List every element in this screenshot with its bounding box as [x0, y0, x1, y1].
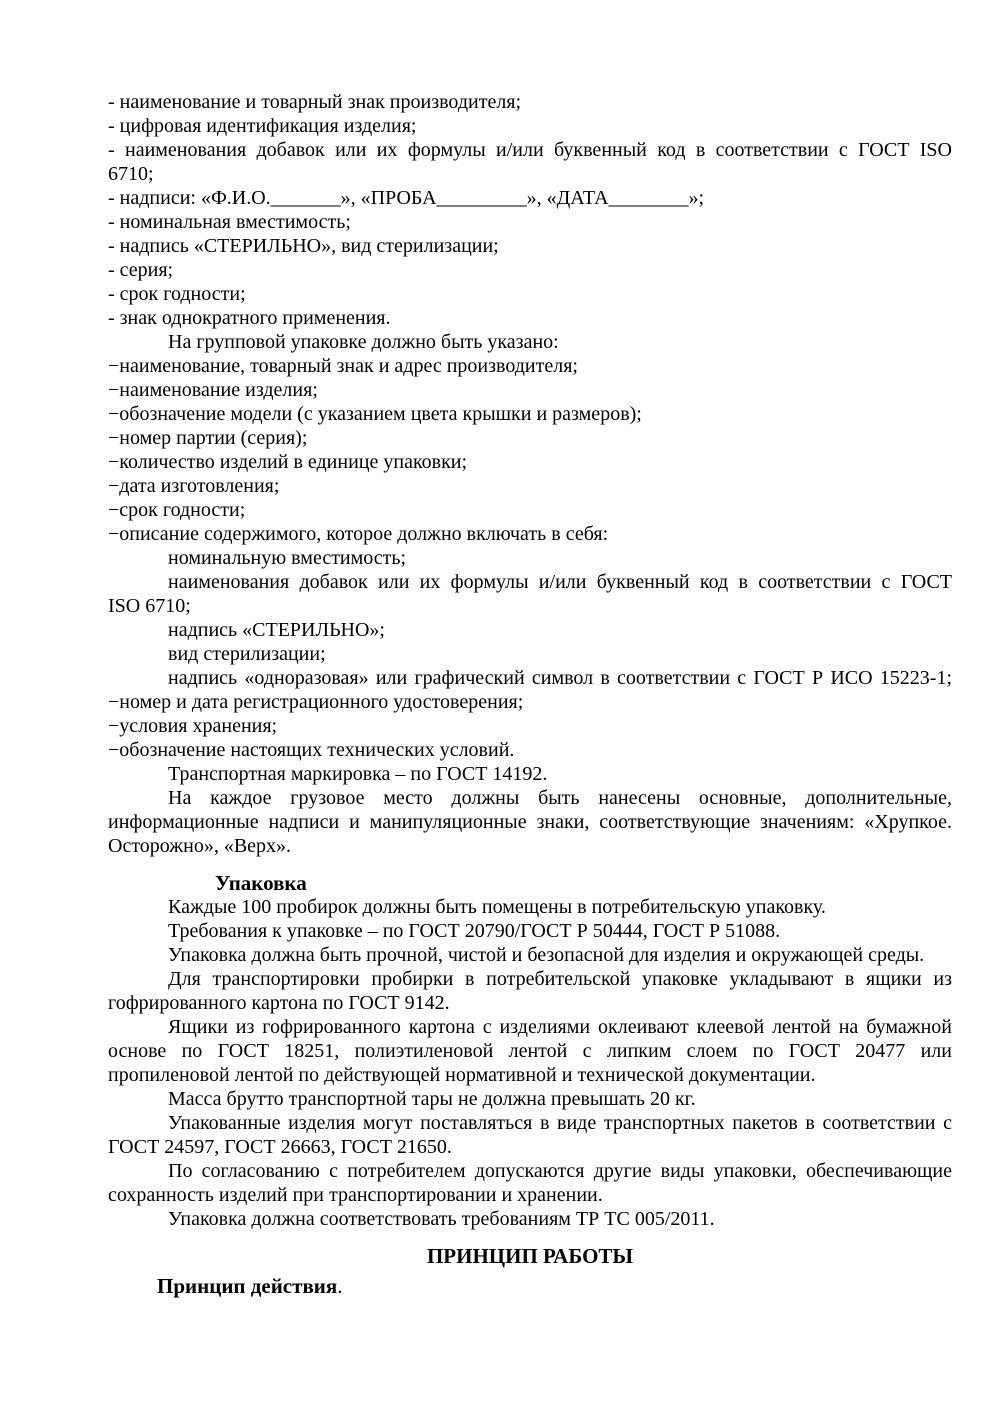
- text-line: - срок годности;: [108, 283, 246, 305]
- text-line: Упаковка должна быть прочной, чистой и безопасной для изделия и окружающей среды.: [168, 944, 925, 966]
- text-line: −срок годности;: [108, 499, 246, 521]
- text-line: Для транспортировки пробирки в потребительской упаковке укладывают в ящики из: [168, 968, 952, 990]
- text-line: надпись «СТЕРИЛЬНО»;: [168, 619, 385, 641]
- packaging-heading: Упаковка: [215, 871, 307, 895]
- text-line: информационные надписи и манипуляционные знаки, соответствующие значениям: «Хрупкое.: [108, 811, 952, 833]
- text-line: - знак однократного применения.: [108, 307, 391, 329]
- text-line: Упакованные изделия могут поставляться в виде транспортных пакетов в соответствии с: [168, 1112, 952, 1134]
- text-line: Транспортная маркировка – по ГОСТ 14192.: [168, 763, 548, 785]
- text-line: −дата изготовления;: [108, 475, 280, 497]
- text-line: На групповой упаковке должно быть указано:: [168, 331, 559, 353]
- text-line: На каждое грузовое место должны быть нанесены основные, дополнительные,: [168, 787, 952, 809]
- principle-lead: [108, 1274, 952, 1298]
- text-line: −наименование, товарный знак и адрес производителя;: [108, 355, 578, 377]
- principle-lead-tail: .: [337, 1274, 343, 1298]
- text-line: ГОСТ 24597, ГОСТ 26663, ГОСТ 21650.: [108, 1136, 452, 1158]
- text-line: По согласованию с потребителем допускаются другие виды упаковки, обеспечивающие: [168, 1160, 952, 1182]
- text-line: основе по ГОСТ 18251, полиэтиленовой лентой с липким слоем по ГОСТ 20477 или: [108, 1040, 952, 1062]
- principle-lead-bold: Принцип действия: [157, 1274, 338, 1298]
- paragraph-gap: [108, 858, 952, 871]
- text-line: −номер партии (серия);: [108, 427, 308, 449]
- text-line: Требования к упаковке – по ГОСТ 20790/ГОСТ Р 50444, ГОСТ Р 51088.: [168, 920, 781, 942]
- text-line: Ящики из гофрированного картона с изделиями оклеивают клеевой лентой на бумажной: [168, 1016, 952, 1038]
- text-line: наименования добавок или их формулы и/или буквенный код в соответствии с ГОСТ: [168, 571, 952, 593]
- text-line: −описание содержимого, которое должно включать в себя:: [108, 523, 609, 545]
- text-line: −номер и дата регистрационного удостоверения;: [108, 691, 524, 713]
- text-line: Каждые 100 пробирок должны быть помещены в потребительскую упаковку.: [168, 896, 826, 918]
- text-line: гофрированного картона по ГОСТ 9142.: [108, 992, 450, 1014]
- text-line: сохранность изделий при транспортировании и хранении.: [108, 1184, 603, 1206]
- text-line: - наименование и товарный знак производителя;: [108, 91, 522, 113]
- text-line: номинальную вместимость;: [168, 547, 407, 569]
- text-line: ISO 6710;: [108, 595, 191, 617]
- text-line: надпись «одноразовая» или графический символ в соответствии с ГОСТ Р ИСО 15223-1;: [168, 667, 952, 689]
- text-line: −условия хранения;: [108, 715, 278, 737]
- text-line: - надпись «СТЕРИЛЬНО», вид стерилизации;: [108, 235, 499, 257]
- text-line: - наименования добавок или их формулы и/или буквенный код в соответствии с ГОСТ ISO: [108, 139, 952, 161]
- text-line: Упаковка должна соответствовать требованиям ТР ТС 005/2011.: [168, 1208, 715, 1230]
- text-line: −количество изделий в единице упаковки;: [108, 451, 468, 473]
- text-line: - цифровая идентификация изделия;: [108, 115, 417, 137]
- text-line: вид стерилизации;: [168, 643, 326, 665]
- text-line: пропиленовой лентой по действующей нормативной и технической документации.: [108, 1064, 816, 1086]
- text-line: Масса брутто транспортной тары не должна превышать 20 кг.: [168, 1088, 696, 1110]
- text-line: 6710;: [108, 163, 154, 185]
- text-line: Осторожно», «Верх».: [108, 835, 292, 857]
- text-line: - надписи: «Ф.И.О._______», «ПРОБА_________», «ДАТА________»;: [108, 187, 705, 209]
- text-line: - номинальная вместимость;: [108, 211, 351, 233]
- text-line: - серия;: [108, 259, 174, 281]
- text-line: −обозначение модели (с указанием цвета крышки и размеров);: [108, 403, 642, 425]
- text-line: −наименование изделия;: [108, 379, 318, 401]
- paragraph-gap: [108, 1231, 952, 1244]
- working-principle-heading: ПРИНЦИП РАБОТЫ: [426, 1244, 634, 1268]
- text-line: −обозначение настоящих технических условий.: [108, 739, 515, 761]
